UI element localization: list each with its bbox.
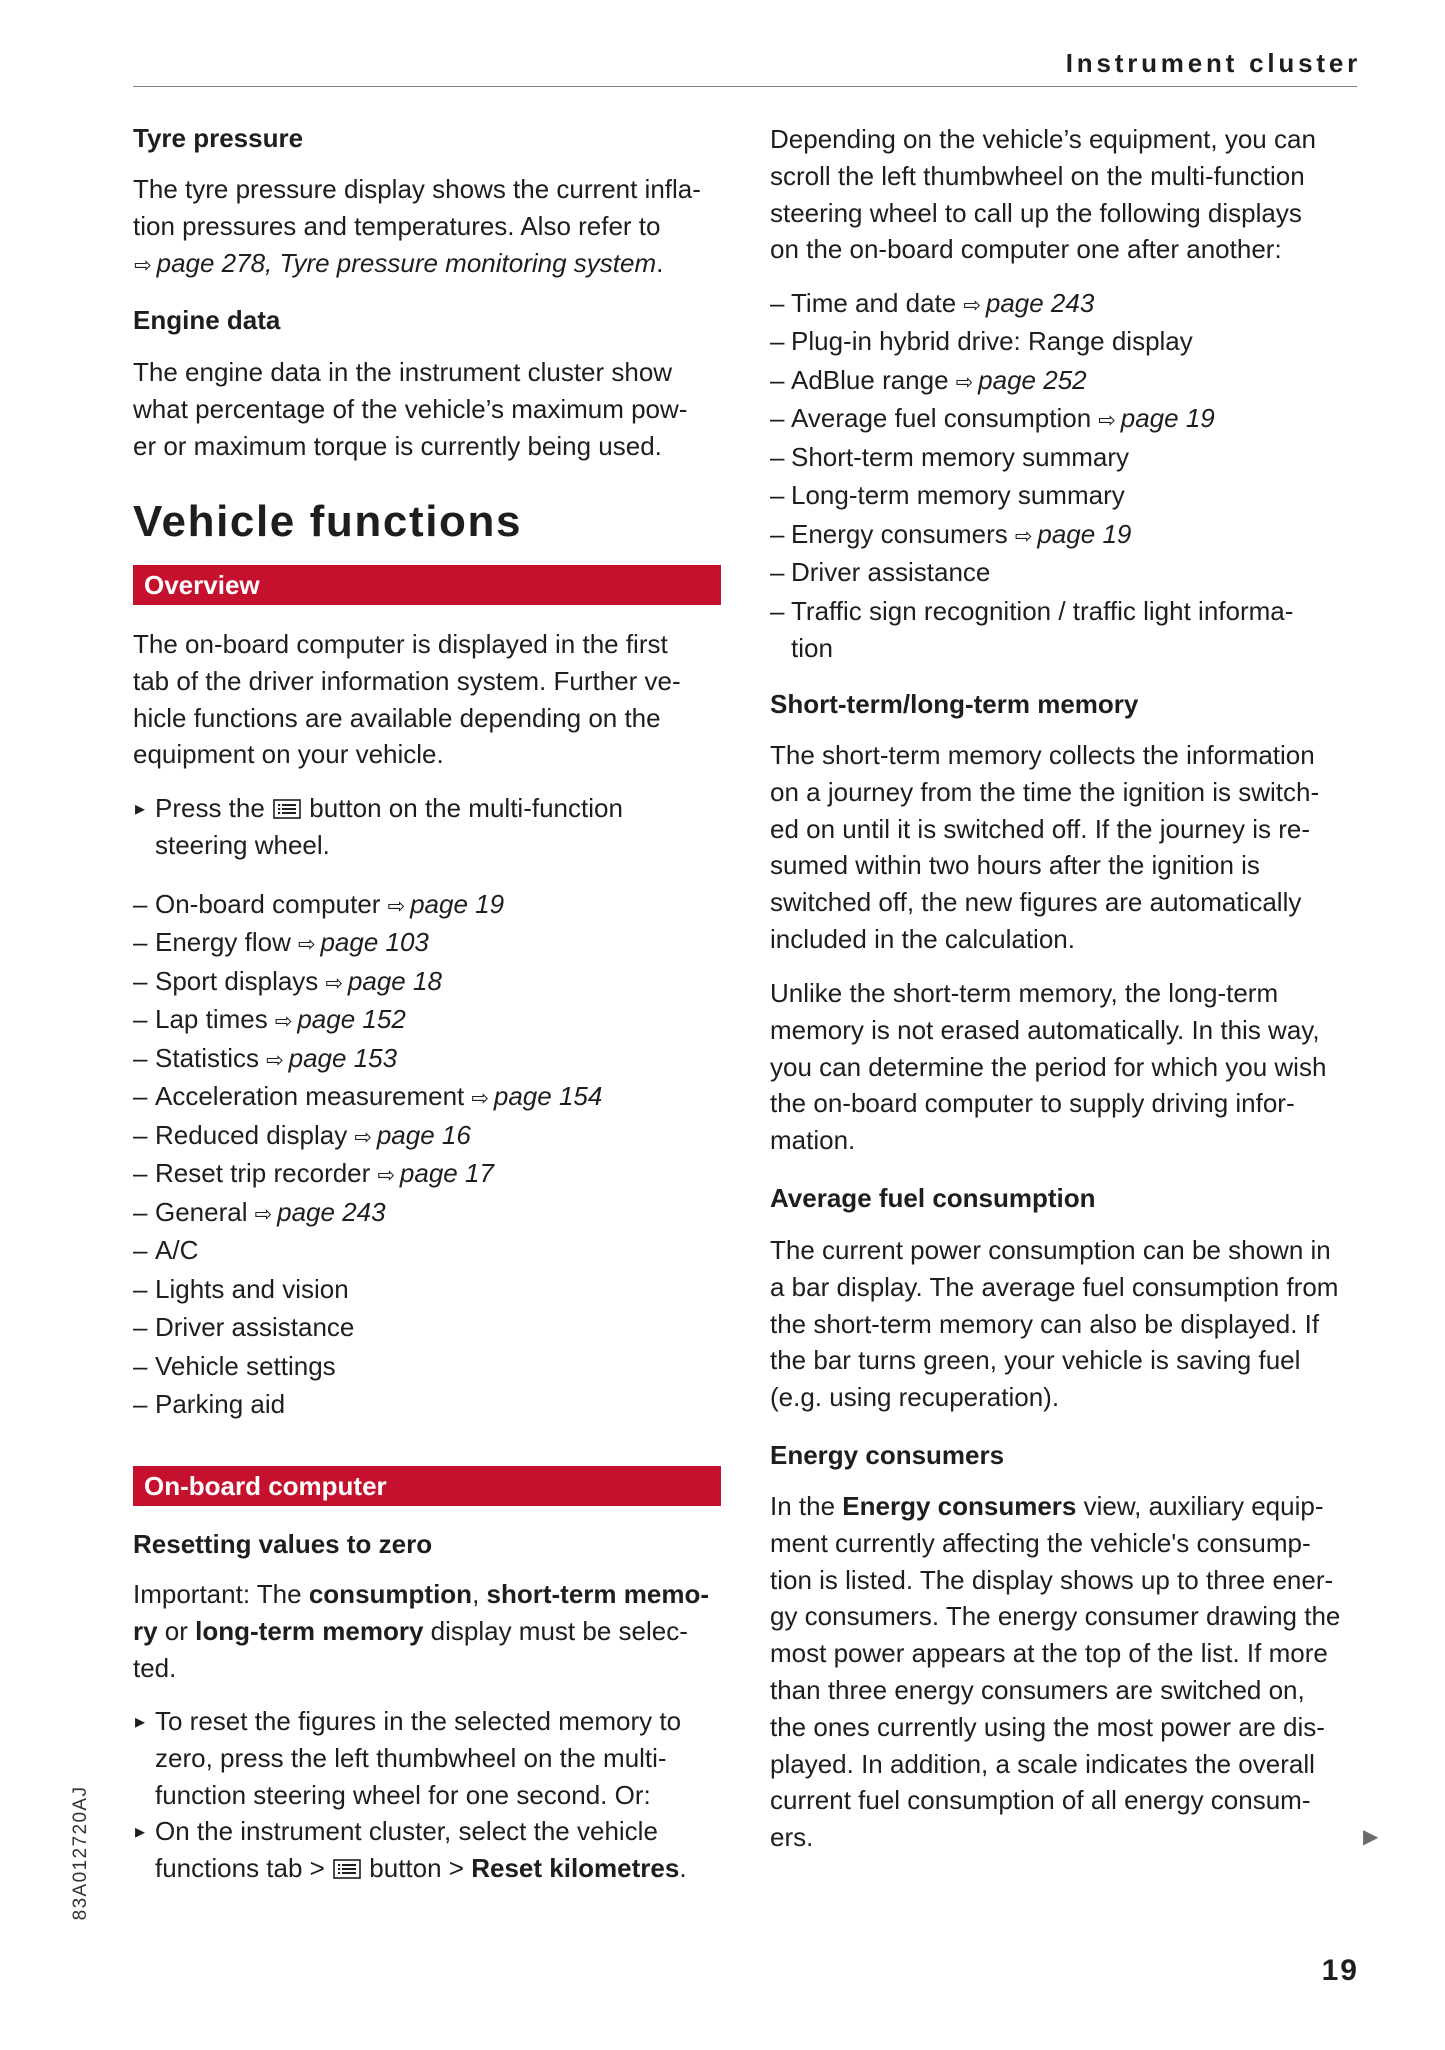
step-line: [155, 1813, 723, 1850]
ref-arrow-icon: ⇨: [134, 252, 152, 277]
list-dash-icon: –: [133, 1312, 148, 1343]
text-line: [770, 737, 1360, 774]
list-item: [770, 593, 1360, 668]
text-run: mation.: [770, 1125, 856, 1156]
list-item-text: [155, 1232, 723, 1269]
list-item-text: [791, 362, 1360, 399]
text-line: [770, 1635, 1360, 1672]
list-item: [770, 285, 1360, 323]
text-line: [770, 1049, 1360, 1086]
list-item: [133, 1001, 723, 1039]
continued-on-next-page-icon: ▶: [1363, 1824, 1379, 1848]
list-item-line: [791, 593, 1360, 630]
text-run: steering wheel.: [155, 829, 330, 860]
list-dash-icon: –: [770, 326, 785, 357]
page-reference: page 19: [1120, 403, 1215, 434]
text-run: Depending on the vehicle’s equipment, you can: [770, 124, 1316, 154]
list-item-line: [791, 477, 1360, 514]
list-dash-icon: –: [133, 927, 148, 958]
list-dash-icon: –: [770, 557, 785, 588]
text-run: you can determine the period for which you wish: [770, 1051, 1327, 1082]
instruction-step: [133, 1703, 723, 1813]
text-line: [770, 231, 1360, 268]
text-line: [770, 158, 1360, 195]
list-item-line: [155, 1271, 723, 1308]
resetting-values-text: [133, 1576, 723, 1686]
text-line: [770, 1306, 1360, 1343]
text-run: than three energy consumers are switched on,: [770, 1674, 1305, 1705]
text-run: steering wheel to call up the following displays: [770, 197, 1302, 228]
list-item-line: [155, 1040, 723, 1077]
text-run: ers.: [770, 1822, 814, 1853]
bold-term: long-term memory: [195, 1615, 424, 1646]
list-item-label: A/C: [155, 1235, 199, 1266]
text-line: [133, 1613, 723, 1650]
list-item-line: [155, 1078, 723, 1115]
text-line: [133, 700, 723, 737]
engine-data-text: [133, 354, 723, 464]
resetting-values-heading: Resetting values to zero: [133, 1529, 433, 1559]
list-dash-icon: –: [770, 364, 785, 395]
step-line: [155, 790, 723, 827]
average-fuel-text: [770, 1232, 1360, 1416]
menu-button-icon: [333, 1859, 361, 1879]
list-item: [133, 1040, 723, 1078]
text-line: [770, 1819, 1360, 1856]
list-item-line: [155, 924, 723, 961]
list-dash-icon: –: [770, 288, 785, 318]
page-reference: page 243: [277, 1196, 386, 1227]
text-run: tion pressures and temperatures. Also refer to: [133, 210, 661, 241]
list-item: [133, 886, 723, 924]
page-reference: page 243: [985, 288, 1095, 318]
text-line: [770, 975, 1360, 1012]
text-run: what percentage of the vehicle’s maximum pow-: [133, 393, 688, 424]
text-line: [770, 1269, 1360, 1306]
list-item-line: [791, 400, 1360, 437]
step-bullet-icon: ▸: [135, 1819, 146, 1844]
text-run: the ones currently using the most power are dis-: [770, 1711, 1325, 1742]
list-item: [133, 1348, 723, 1386]
page-reference: page 153: [288, 1042, 398, 1073]
text-run: To reset the figures in the selected memory to: [155, 1706, 682, 1736]
energy-consumers-text: [770, 1488, 1360, 1856]
list-item-line: [155, 1348, 723, 1385]
list-dash-icon: –: [133, 965, 148, 996]
list-item-text: [791, 285, 1360, 322]
list-item-text: [155, 1001, 723, 1038]
list-item-line: [791, 285, 1360, 322]
header-divider: [133, 86, 1357, 87]
list-item-line: [155, 1155, 723, 1192]
text-run: The engine data in the instrument cluster show: [133, 357, 673, 387]
long-term-memory-text: [770, 975, 1360, 1159]
list-dash-icon: –: [133, 1350, 148, 1381]
list-dash-icon: –: [133, 1081, 148, 1112]
text-run: equipment on your vehicle.: [133, 739, 444, 770]
text-line: [770, 774, 1360, 811]
list-item: [770, 362, 1360, 400]
list-item: [133, 1309, 723, 1347]
text-run: .: [679, 1853, 687, 1884]
list-item-text: [155, 1078, 723, 1115]
text-run: ment currently affecting the vehicle's consump-: [770, 1527, 1311, 1558]
list-item-label: Lap times: [155, 1004, 268, 1035]
on-board-computer-section-bar: [133, 1466, 721, 1506]
text-run: gy consumers. The energy consumer drawing the: [770, 1601, 1341, 1632]
text-line: [770, 811, 1360, 848]
text-run: hicle functions are available depending on the: [133, 702, 661, 733]
list-item: [770, 439, 1360, 477]
text-run: on a journey from the time the ignition is switch-: [770, 776, 1320, 807]
page-reference: page 17: [399, 1158, 494, 1189]
text-line: [770, 1232, 1360, 1269]
list-item-label: Vehicle settings: [155, 1350, 336, 1381]
list-item: [770, 400, 1360, 438]
text-run: function steering wheel for one second. Or:: [155, 1779, 651, 1810]
text-line: [133, 1576, 723, 1613]
memory-heading: Short-term/long-term memory: [770, 689, 1139, 719]
page-reference: page 252: [978, 364, 1087, 395]
average-fuel-heading: Average fuel consumption: [770, 1183, 1096, 1213]
text-run: tion: [791, 632, 833, 663]
text-line: [770, 884, 1360, 921]
text-run: switched off, the new figures are automatically: [770, 887, 1302, 918]
list-item-text: [791, 439, 1360, 476]
document-code: 83A012720AJ: [70, 1785, 91, 1921]
step-line: [155, 1777, 723, 1814]
list-item-label: Driver assistance: [791, 557, 991, 588]
text-run: er or maximum torque is currently being used.: [133, 430, 662, 461]
on-board-computer-section-label: On-board computer: [144, 1471, 387, 1501]
text-line: [770, 1709, 1360, 1746]
text-line: [770, 1488, 1360, 1525]
text-run: scroll the left thumbwheel on the multi-function: [770, 160, 1305, 191]
list-item-line: [791, 439, 1360, 476]
instruction-step: [133, 790, 723, 864]
list-item-line: [155, 1117, 723, 1154]
list-item-line: [155, 1001, 723, 1038]
list-item: [770, 323, 1360, 361]
text-run: view, auxiliary equip-: [1076, 1491, 1324, 1521]
text-run: ed on until it is switched off. If the journey is re-: [770, 813, 1311, 844]
instruction-step: [133, 1813, 723, 1887]
bold-term: Reset kilometres: [471, 1853, 680, 1884]
text-run: sumed within two hours after the ignition is: [770, 850, 1260, 881]
step-line: [155, 1740, 723, 1777]
list-item-label: General: [155, 1196, 248, 1227]
list-item-label: Lights and vision: [155, 1273, 349, 1304]
resetting-values-steps: [133, 1703, 723, 1887]
list-item-text: [155, 1348, 723, 1385]
text-run: ,: [472, 1579, 487, 1609]
text-run: The short-term memory collects the information: [770, 740, 1315, 770]
text-run: current fuel consumption of all energy consum-: [770, 1785, 1311, 1816]
ref-arrow-icon: ⇨: [1014, 523, 1033, 548]
list-item-text: [155, 1386, 723, 1423]
overview-text: [133, 626, 723, 773]
text-line: [133, 171, 723, 208]
page-reference: page 18: [347, 965, 442, 996]
list-item-text: [155, 1040, 723, 1077]
list-item-line: [155, 1232, 723, 1269]
text-run: a bar display. The average fuel consumption from: [770, 1271, 1339, 1302]
step-bullet-icon: ▸: [135, 1709, 146, 1733]
text-run: on the on-board computer one after another:: [770, 234, 1282, 265]
list-item-line: [791, 323, 1360, 360]
text-run: (e.g. using recuperation).: [770, 1382, 1060, 1413]
text-line: [133, 208, 723, 245]
energy-consumers-heading: Energy consumers: [770, 1440, 1005, 1470]
text-run: .: [656, 247, 664, 278]
text-run: the on-board computer to supply driving infor-: [770, 1088, 1295, 1119]
list-item-label: Reset trip recorder: [155, 1158, 371, 1189]
bold-term: short-term memo-: [486, 1579, 709, 1609]
list-item-text: [791, 400, 1360, 437]
ref-arrow-icon: ⇨: [1098, 408, 1116, 433]
list-item-label: Sport displays: [155, 965, 319, 996]
ref-arrow-icon: ⇨: [377, 1163, 395, 1188]
list-dash-icon: –: [133, 1196, 148, 1227]
text-line: [133, 354, 723, 391]
ref-arrow-icon: ⇨: [274, 1009, 293, 1034]
list-item-line: [791, 554, 1360, 591]
text-line: [770, 1672, 1360, 1709]
list-dash-icon: –: [133, 1004, 148, 1035]
list-item-text: [155, 1117, 723, 1154]
page-reference: page 154: [493, 1081, 603, 1112]
list-dash-icon: –: [133, 1235, 148, 1266]
list-item: [133, 924, 723, 962]
page-reference: page 16: [376, 1119, 471, 1150]
text-line: [770, 1562, 1360, 1599]
ref-arrow-icon: ⇨: [955, 369, 974, 394]
list-item: [133, 1271, 723, 1309]
list-item-label: Acceleration measurement: [155, 1081, 465, 1112]
ref-arrow-icon: ⇨: [963, 293, 981, 317]
text-line: [133, 1650, 723, 1687]
list-item-line: [791, 630, 1360, 667]
list-item: [770, 516, 1360, 554]
text-run: button on the multi-function: [302, 793, 623, 823]
text-line: [770, 1782, 1360, 1819]
ref-arrow-icon: ⇨: [297, 932, 316, 957]
text-line: [770, 1525, 1360, 1562]
list-item-text: [791, 323, 1360, 360]
list-item-text: [155, 886, 723, 923]
page-reference: page 152: [297, 1004, 406, 1035]
ref-arrow-icon: ⇨: [254, 1201, 273, 1226]
text-run: The tyre pressure display shows the current infla-: [133, 174, 701, 204]
text-run: included in the calculation.: [770, 923, 1075, 954]
text-run: On the instrument cluster, select the vehicle: [155, 1816, 658, 1847]
list-item-text: [791, 593, 1360, 667]
text-run: The on-board computer is displayed in the first: [133, 629, 668, 659]
list-item-label: On-board computer: [155, 889, 381, 919]
overview-section-label: Overview: [144, 570, 260, 600]
list-dash-icon: –: [770, 403, 785, 434]
text-line: [770, 121, 1360, 158]
list-item-text: [155, 1194, 723, 1231]
text-line: [133, 663, 723, 700]
displays-intro-text: [770, 121, 1360, 268]
text-run: zero, press the left thumbwheel on the multi-: [155, 1742, 667, 1773]
text-run: Important: The: [133, 1579, 309, 1609]
page-reference: page 103: [320, 927, 429, 958]
running-header: Instrument cluster: [1065, 48, 1361, 78]
list-item: [133, 1117, 723, 1155]
text-run: tab of the driver information system. Further ve-: [133, 665, 681, 696]
list-item-label: AdBlue range: [791, 364, 949, 395]
list-item: [133, 1194, 723, 1232]
list-dash-icon: –: [770, 441, 785, 472]
list-dash-icon: –: [770, 518, 785, 549]
text-run: Traffic sign recognition / traffic light informa-: [791, 595, 1294, 626]
text-line: [770, 921, 1360, 958]
list-item-label: Energy consumers: [791, 518, 1008, 549]
list-item: [133, 1155, 723, 1193]
text-run: functions tab >: [155, 1853, 333, 1884]
bold-term: Energy consumers: [842, 1491, 1077, 1521]
page-reference: page 19: [1037, 518, 1132, 549]
step-line: [155, 1703, 723, 1740]
step-bullet-icon: ▸: [135, 796, 146, 820]
list-item-line: [791, 362, 1360, 399]
list-dash-icon: –: [133, 1158, 148, 1189]
list-item-text: [155, 963, 723, 1000]
vehicle-functions-title: Vehicle functions: [133, 497, 523, 546]
list-item-label: Plug-in hybrid drive: Range display: [791, 326, 1193, 357]
text-line: [133, 736, 723, 773]
list-dash-icon: –: [770, 595, 785, 626]
ref-arrow-icon: ⇨: [325, 970, 343, 995]
list-item-label: Short-term memory summary: [791, 441, 1130, 472]
engine-data-heading: Engine data: [133, 305, 281, 335]
step-line: [155, 1850, 723, 1887]
vehicle-functions-list: [133, 886, 723, 1425]
list-item-label: Reduced display: [155, 1119, 348, 1150]
list-item-line: [155, 1194, 723, 1231]
text-run: In the: [770, 1491, 843, 1521]
list-dash-icon: –: [770, 480, 785, 511]
text-run: Press the: [155, 793, 273, 823]
text-run: the short-term memory can also be displayed. If: [770, 1308, 1320, 1339]
text-line: [770, 1012, 1360, 1049]
list-item-text: [155, 924, 723, 961]
list-dash-icon: –: [133, 1273, 148, 1304]
list-dash-icon: –: [133, 889, 148, 919]
list-item-text: [791, 554, 1360, 591]
text-line: [770, 1342, 1360, 1379]
text-line: [133, 391, 723, 428]
overview-section-bar: [133, 565, 721, 605]
list-item: [133, 1232, 723, 1270]
text-run: The current power consumption can be shown in: [770, 1235, 1331, 1265]
text-run: tion is listed. The display shows up to three ener-: [770, 1564, 1334, 1595]
ref-arrow-icon: ⇨: [387, 894, 406, 918]
list-item: [770, 477, 1360, 515]
text-line: [133, 245, 723, 282]
text-line: [770, 195, 1360, 232]
text-line: [770, 1085, 1360, 1122]
text-run: the bar turns green, your vehicle is saving fuel: [770, 1345, 1301, 1376]
list-item-line: [155, 1386, 723, 1423]
short-term-memory-text: [770, 737, 1360, 958]
text-run: memory is not erased automatically. In this way,: [770, 1014, 1320, 1045]
list-item-label: Statistics: [155, 1042, 260, 1073]
list-item-text: [791, 516, 1360, 553]
text-run: button >: [362, 1853, 472, 1884]
list-item-line: [155, 1309, 723, 1346]
ref-arrow-icon: ⇨: [354, 1124, 372, 1149]
ref-arrow-icon: ⇨: [471, 1086, 489, 1111]
ref-arrow-icon: ⇨: [266, 1047, 284, 1072]
list-item-label: Long-term memory summary: [791, 480, 1125, 511]
text-line: [770, 1122, 1360, 1159]
page-reference: page 19: [410, 889, 505, 919]
list-item-label: Driver assistance: [155, 1312, 355, 1343]
list-dash-icon: –: [133, 1042, 148, 1073]
text-line: [133, 626, 723, 663]
list-dash-icon: –: [133, 1119, 148, 1150]
text-run: played. In addition, a scale indicates the overall: [770, 1748, 1315, 1779]
text-line: [770, 1746, 1360, 1783]
text-run: ted.: [133, 1652, 177, 1683]
text-run: most power appears at the top of the list. If more: [770, 1638, 1328, 1669]
text-line: [770, 1379, 1360, 1416]
list-item-text: [155, 1155, 723, 1192]
page-number: 19: [1321, 1954, 1359, 1987]
on-board-computer-displays-list: [770, 285, 1360, 668]
text-line: [770, 847, 1360, 884]
text-line: [770, 1598, 1360, 1635]
list-item-text: [791, 477, 1360, 514]
tyre-pressure-text: [133, 171, 723, 281]
list-item-label: Time and date: [791, 288, 957, 318]
list-item-line: [155, 963, 723, 1000]
overview-steps: [133, 790, 723, 864]
bold-term: ry: [133, 1615, 158, 1646]
list-dash-icon: –: [133, 1389, 148, 1420]
list-item-line: [155, 886, 723, 923]
list-item-line: [791, 516, 1360, 553]
text-run: or: [157, 1615, 196, 1646]
bold-term: consumption: [308, 1579, 473, 1609]
page-reference: page 278, Tyre pressure monitoring system: [156, 247, 657, 278]
list-item-label: Parking aid: [155, 1389, 286, 1420]
list-item-text: [155, 1271, 723, 1308]
list-item-label: Energy flow: [155, 927, 291, 958]
text-line: [133, 428, 723, 465]
step-line: [155, 827, 723, 864]
list-item: [770, 554, 1360, 592]
list-item-label: Average fuel consumption: [791, 403, 1092, 434]
tyre-pressure-heading: Tyre pressure: [133, 123, 304, 153]
list-item-text: [155, 1309, 723, 1346]
text-run: display must be selec-: [423, 1615, 688, 1646]
list-item: [133, 963, 723, 1001]
menu-button-icon: [273, 799, 301, 819]
list-item: [133, 1386, 723, 1424]
text-run: Unlike the short-term memory, the long-term: [770, 978, 1279, 1008]
list-item: [133, 1078, 723, 1116]
